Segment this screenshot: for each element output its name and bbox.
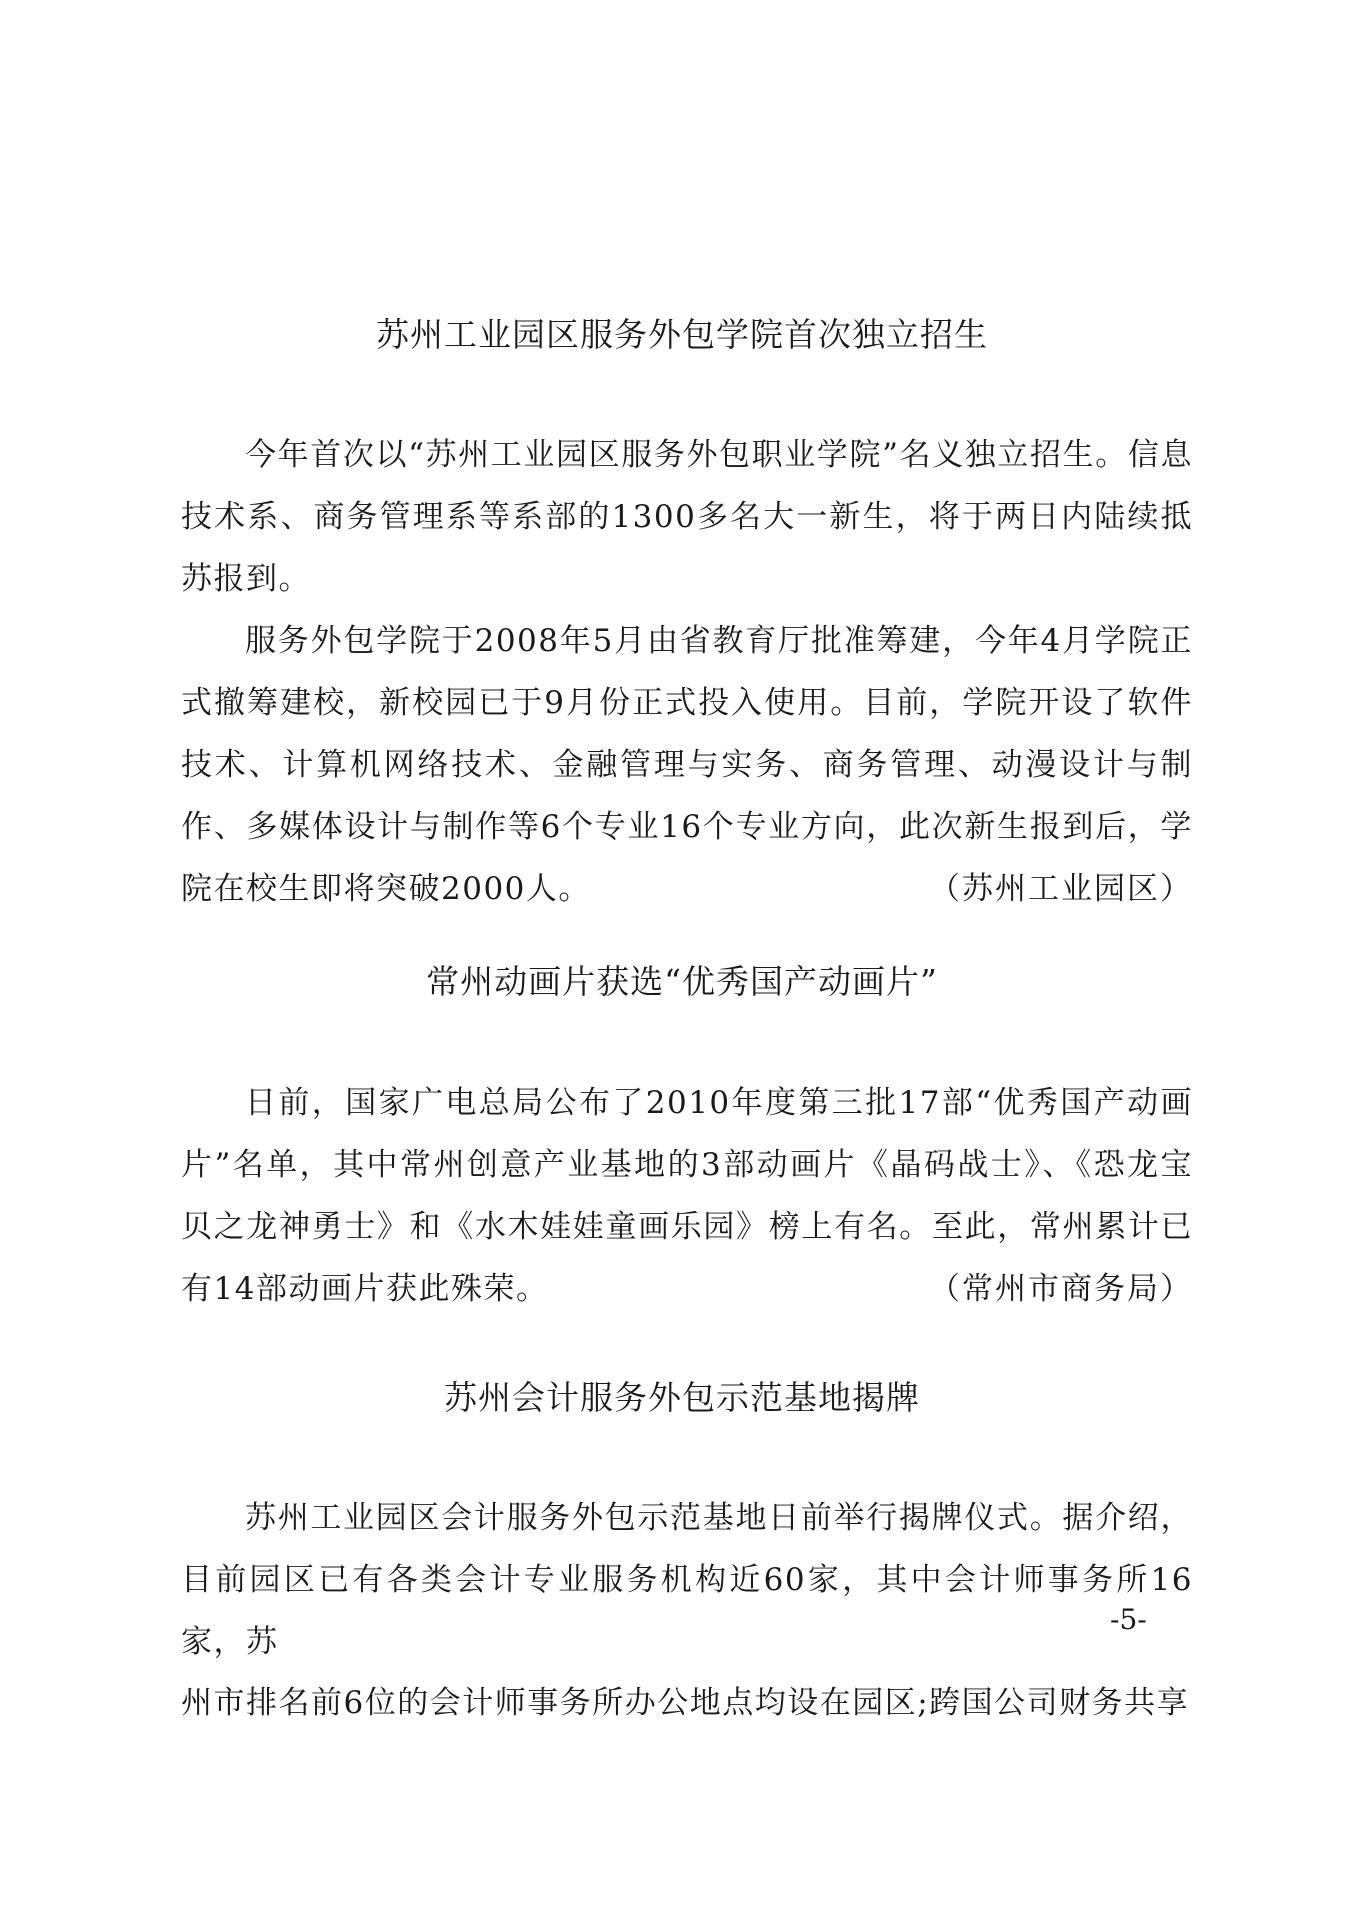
paragraph-text: 日前，国家广电总局公布了2010年度第三批17部“优秀国产动画片”名单，其中常州创意产业基地的3部动画片《晶码战士》、《恐龙宝贝之龙神勇士》和《水木娃娃童画乐园》榜上有名。至此，常州累计已有14部动画片获此殊荣。: [181, 1085, 1193, 1307]
article-title-suzhou-outsourcing-college: 苏州工业园区服务外包学院首次独立招生: [376, 315, 988, 354]
article-paragraph-with-source: [181, 1072, 1193, 1320]
article-title-suzhou-accounting-base: 苏州会计服务外包示范基地揭牌: [444, 1378, 920, 1417]
article-paragraph-with-source: [181, 610, 1193, 920]
article-paragraph-continuation: 州市排名前6位的会计师事务所办公地点均设在园区;跨国公司财务共享: [181, 1685, 1190, 1721]
article-paragraph: 苏州工业园区会计服务外包示范基地日前举行揭牌仪式。据介绍，目前园区已有各类会计专业服务机构近60家，其中会计师事务所16家，苏: [181, 1500, 1193, 1660]
article-paragraph: 今年首次以“苏州工业园区服务外包职业学院”名义独立招生。信息技术系、商务管理系等系部的1300多名大一新生，将于两日内陆续抵苏报到。: [181, 437, 1193, 597]
paragraph-text: 服务外包学院于2008年5月由省教育厅批准筹建，今年4月学院正式撤筹建校，新校园已于9月份正式投入使用。目前，学院开设了软件技术、计算机网络技术、金融管理与实务、商务管理、动漫设计与制作、多媒体设计与制作等6个专业16个专业方向，此次新生报到后，学院在校生即将突破2000人。: [181, 623, 1193, 907]
article-source: （苏州工业园区）: [929, 871, 1193, 907]
article-title-changzhou-animation: 常州动画片获选“优秀国产动画片”: [426, 962, 938, 1001]
article-source: （常州市商务局）: [929, 1271, 1193, 1307]
page-number: -5-: [1110, 1603, 1147, 1636]
